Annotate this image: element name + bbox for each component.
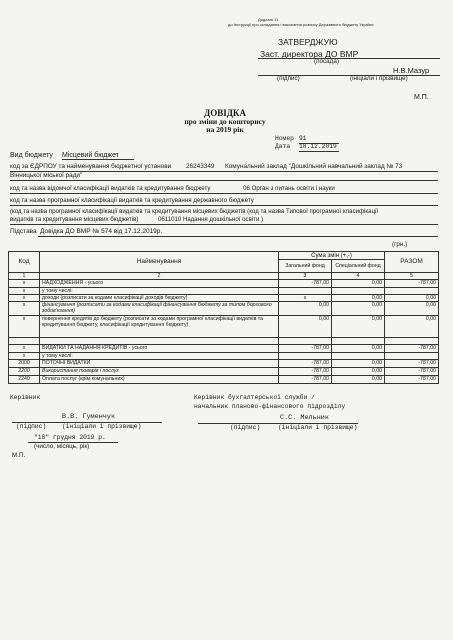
row-special: 0,00 xyxy=(332,345,385,353)
prog-state-label: код та назва програмної класифікації видатків та кредитування державного бюджету xyxy=(10,197,254,204)
row-total: 0,00 xyxy=(385,316,439,338)
row-code: x xyxy=(9,288,40,295)
table-row xyxy=(9,376,439,384)
row-general: 0,00 xyxy=(279,302,332,316)
row-special: 0,00 xyxy=(332,360,385,368)
row-code: x xyxy=(9,302,40,316)
row-total: 0,00 xyxy=(385,295,439,302)
number-value: 91 xyxy=(299,135,339,144)
table-row xyxy=(9,368,439,376)
row-total: -787,00 xyxy=(385,368,439,376)
row-special xyxy=(332,288,385,295)
sign-date-caption: (число, місяць, рік) xyxy=(34,443,90,450)
row-code: 2200 xyxy=(9,368,40,376)
number-label: Номер xyxy=(275,135,294,142)
col-number: 4 xyxy=(332,273,385,280)
row-special xyxy=(332,338,385,345)
row-code: 2000 xyxy=(9,360,40,368)
doc-year: на 2019 рік xyxy=(206,125,244,134)
row-code: 2240 xyxy=(9,376,40,384)
col-number: 3 xyxy=(279,273,332,280)
sign-seal: М.П. xyxy=(12,452,26,459)
table-row xyxy=(9,353,439,360)
changes-table xyxy=(8,251,439,384)
row-general xyxy=(279,338,332,345)
head-name: В.В. Гуменчук xyxy=(62,413,116,421)
table-row xyxy=(9,316,439,338)
row-total xyxy=(385,338,439,345)
date-label: Дата xyxy=(275,143,291,150)
basis-line xyxy=(38,236,438,237)
row-name: ВИДАТКИ ТА НАДАННЯ КРЕДИТІВ - усього xyxy=(40,345,279,353)
edrpou-label: код за ЄДРПОУ та найменування бюджетної установи xyxy=(10,163,172,170)
prog-local-label-cont: видатків та кредитування місцевих бюджетів) xyxy=(10,216,139,223)
head-label: Керівник xyxy=(10,394,41,401)
row-general xyxy=(279,353,332,360)
row-name: доходи (розписати за кодами класифікації доходів бюджету) xyxy=(40,295,279,302)
currency-note: (грн.) xyxy=(392,241,408,248)
accounting-label-cont: начальник планово-фінансового підрозділу xyxy=(194,403,346,410)
row-special: 0,00 xyxy=(332,316,385,338)
table-row xyxy=(9,302,439,316)
header-name: Найменування xyxy=(40,252,279,273)
row-general: -787,00 xyxy=(279,280,332,288)
row-name: фінансування (розписати за кодами класифікації фінансування бюджету за типом боргового зобов'язання) xyxy=(40,302,279,316)
row-general: 0,00 xyxy=(279,316,332,338)
table-row xyxy=(9,295,439,302)
table-row xyxy=(9,360,439,368)
row-general: -787,00 xyxy=(279,360,332,368)
row-name: ПОТОЧНІ ВИДАТКИ xyxy=(40,360,279,368)
header-special-fund: Спеціальний фонд xyxy=(332,260,385,273)
row-code: x xyxy=(9,353,40,360)
basis-label: Підстава xyxy=(10,228,37,235)
header-sum-changes: Сума змін (+,-) xyxy=(279,252,385,260)
accounting-name: С.С. Мельник xyxy=(280,414,329,422)
signature-caption: (підпис) xyxy=(277,75,300,82)
row-special: 0,00 xyxy=(332,295,385,302)
col-number: 2 xyxy=(40,273,279,280)
row-special: 0,00 xyxy=(332,376,385,384)
row-general xyxy=(279,288,332,295)
position-line xyxy=(258,58,440,59)
accounting-signature-caption: (підпис) xyxy=(230,424,261,431)
row-name: повернення кредитів до бюджету (розписати за кодами програмної класифікації видатків та кредитування бюджету, класифікації кредитування бюджету) xyxy=(40,316,279,338)
row-total xyxy=(385,353,439,360)
row-name: НАДХОДЖЕННЯ - усього xyxy=(40,280,279,288)
basis-value: Довідка ДО ВМР № 574 від 17.12.2019р. xyxy=(40,228,163,235)
row-special xyxy=(332,353,385,360)
prog-local-line xyxy=(10,224,438,225)
table-row xyxy=(9,345,439,353)
row-special: 0,00 xyxy=(332,280,385,288)
row-total: -787,00 xyxy=(385,376,439,384)
position-caption: (посада) xyxy=(314,58,339,65)
initials-caption: (ініціали і прізвище) xyxy=(350,75,408,82)
col-number: 5 xyxy=(385,273,439,280)
row-general: -787,00 xyxy=(279,368,332,376)
approval-seal: М.П. xyxy=(414,94,429,101)
prog-state-line xyxy=(10,205,438,206)
header-code: Код xyxy=(9,252,40,273)
row-code: x xyxy=(9,316,40,338)
header-total: РАЗОМ xyxy=(385,252,439,273)
table-row xyxy=(9,288,439,295)
doc-subtitle: про зміни до кошторису xyxy=(184,117,266,126)
row-code: x xyxy=(9,345,40,353)
row-special: 0,00 xyxy=(332,368,385,376)
table-row xyxy=(9,280,439,288)
row-name xyxy=(40,338,279,345)
row-total xyxy=(385,288,439,295)
row-total: -787,00 xyxy=(385,360,439,368)
budget-type-value: Місцевий бюджет xyxy=(62,152,134,160)
table-row xyxy=(9,338,439,345)
row-general: x xyxy=(279,295,332,302)
budget-type-label: Вид бюджету xyxy=(10,152,53,159)
row-code xyxy=(9,338,40,345)
prog-local-value: 0611010 Надання дошкільної освіти ) xyxy=(158,216,264,223)
approval-title: ЗАТВЕРДЖУЮ xyxy=(278,37,338,47)
row-total: 0,00 xyxy=(385,302,439,316)
vidomch-label: код та назва відомчої класифікації видатків та кредитування бюджету xyxy=(10,185,211,192)
row-special: 0,00 xyxy=(332,302,385,316)
edrpou-value: 26243349 xyxy=(186,163,215,170)
approval-name: Н.В.Мазур xyxy=(393,66,430,75)
sign-date: "18" грудня 2019 р. xyxy=(34,434,106,441)
institution-line-2 xyxy=(10,180,438,181)
row-general: -787,00 xyxy=(279,345,332,353)
header-general-fund: Загальний фонд xyxy=(279,260,332,273)
row-total: -787,00 xyxy=(385,280,439,288)
col-number: 1 xyxy=(9,273,40,280)
vidomch-value: 06 Орган з питань освіти і науки xyxy=(243,185,335,192)
appendix-note-instruction: до Інструкції про складання і виконання розпису Державного бюджету України xyxy=(228,22,374,27)
head-initials-caption: (ініціали і прізвище) xyxy=(62,423,142,430)
row-name: Оплата послуг (крім комунальних) xyxy=(40,376,279,384)
vidomch-line xyxy=(10,193,438,194)
row-total: -787,00 xyxy=(385,345,439,353)
date-value: 18.12.2019 xyxy=(299,143,339,152)
row-name: у тому числі: xyxy=(40,288,279,295)
row-name: у тому числі: xyxy=(40,353,279,360)
institution-name-cont: Вінницької міської ради" xyxy=(10,172,83,179)
approval-position: Заст. директора ДО ВМР xyxy=(260,49,359,59)
row-code: x xyxy=(9,280,40,288)
head-signature-caption: (підпис) xyxy=(16,423,47,430)
doc-title: ДОВІДКА xyxy=(204,108,246,118)
accounting-initials-caption: (ініціали і прізвище) xyxy=(278,424,358,431)
institution-name: Комунальний заклад "Дошкільний навчальний заклад № 73 xyxy=(225,163,403,170)
appendix-note: Додаток 11 xyxy=(258,17,279,22)
row-name: Використання товарів і послуг xyxy=(40,368,279,376)
accounting-label: Керівник бухгалтерської служби / xyxy=(194,394,315,401)
prog-local-label: (код та назва програмної класифікації видатків та кредитування місцевих бюджетів (код та назва Типової програмної класифікації xyxy=(10,208,379,215)
row-general: -787,00 xyxy=(279,376,332,384)
row-code: x xyxy=(9,295,40,302)
